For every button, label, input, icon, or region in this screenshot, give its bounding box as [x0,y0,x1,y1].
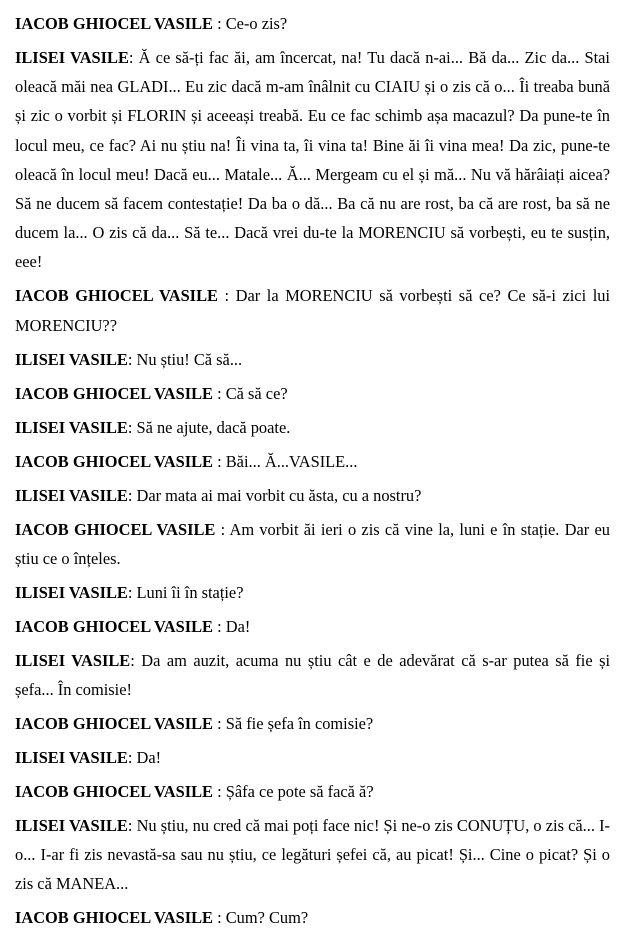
speaker-name: IACOB GHIOCEL VASILE [15,519,216,539]
transcript-entry [15,777,610,806]
transcript-entry [15,481,610,510]
utterance-text: Cum? Cum? [225,908,309,928]
speaker-separator: : [212,908,226,928]
utterance-text: Da! [136,748,162,768]
transcript-entry [15,281,610,339]
utterance-text: Am vorbit ăi ieri o zis că vine la, luni e în stație. Dar eu știu ce o înțeles. [15,519,610,568]
speaker-separator: : [217,286,236,306]
transcript-entry [15,9,610,38]
transcript-entry [15,43,610,277]
speaker-name: IACOB GHIOCEL VASILE [15,782,213,802]
speaker-separator: : [130,650,142,670]
speaker-name: IACOB GHIOCEL VASILE [15,383,213,403]
transcript-entry [15,612,610,641]
speaker-separator: : [212,616,226,636]
speaker-name: ILISEI VASILE [15,349,128,369]
speaker-separator: : [127,349,137,369]
utterance-text: Ă ce să-ți fac ăi, am încercat, na! Tu dacă n-ai... Bă da... Zic da... Stai oleacă măi nea GLADI... Eu zic dacă m-am înâlnit cu CIAIU și o zis că o... Îi treaba bună și zic o vorbit și FLORIN și aceeași treabă. Eu ce fac schimb așa macazul? Da pune-te în locul meu, ce fac? Ai nu știu na! Îi vina ta, îi vina ta! Bine ăi îi vina mea! Da zic, pune-te oleacă în locul meu! Dacă eu... Matale... Ă... Mergeam cu el și mă... Nu vă hărâiați aicea? Să ne ducem să facem contestație! Da ba o dă... Ba că nu are rost, ba că are rost, ba să ne ducem la... O zis că da... Să te... Dacă vrei du-te la MORENCIU să vorbești, eu te susțin, eee! [15,48,610,272]
speaker-separator: : [128,48,139,67]
speaker-separator: : [212,451,226,471]
transcript-entry [15,903,610,932]
speaker-separator: : [212,14,226,33]
speaker-name: IACOB GHIOCEL VASILE [15,286,218,306]
speaker-name: IACOB GHIOCEL VASILE [15,714,213,734]
speaker-separator: : [127,582,137,602]
utterance-text: Să ne ajute, dacă poate. [136,417,291,437]
transcript-entry [15,345,610,374]
speaker-separator: : [127,417,137,437]
speaker-separator: : [215,519,230,539]
speaker-name: ILISEI VASILE [15,650,131,670]
speaker-name: ILISEI VASILE [15,816,128,836]
utterance-text: Nu știu, nu cred că mai poți face nic! Și ne-o zis CONUȚU, o zis că... I-o... I-ar fi zis nevastă-sa sau nu știu, ce legături șefei că, au picat! Și... Cine o picat? Și o zis că MANEA... [15,816,610,894]
speaker-name: IACOB GHIOCEL VASILE [15,616,213,636]
utterance-text: Luni îi în stație? [136,582,244,602]
transcript-entry [15,646,610,704]
transcript-entry [15,578,610,607]
transcript-entry [15,709,610,738]
speaker-name: ILISEI VASILE [15,48,129,67]
speaker-name: IACOB GHIOCEL VASILE [15,908,213,928]
transcript-entry [15,379,610,408]
utterance-text: Șâfa ce pote să facă ă? [225,782,374,802]
transcript-entry [15,413,610,442]
speaker-separator: : [127,816,137,836]
speaker-name: ILISEI VASILE [15,748,128,768]
utterance-text: Nu știu! Că să... [136,349,243,369]
transcript-entry [15,743,610,772]
speaker-separator: : [127,748,137,768]
speaker-separator: : [212,714,226,734]
speaker-name: ILISEI VASILE [15,485,128,505]
transcript-entry [15,447,610,476]
speaker-separator: : [212,383,226,403]
utterance-text: Dar mata ai mai vorbit cu ăsta, cu a nostru? [136,485,422,505]
utterance-text: Da am auzit, acuma nu știu cât e de adevărat că s-ar putea să fie și șefa... În comisie! [15,650,611,700]
utterance-text: Da! [225,616,251,636]
utterance-text: Ce-o zis? [225,14,288,33]
speaker-name: ILISEI VASILE [15,582,128,602]
utterance-text: Dar la MORENCIU să vorbești să ce? Ce să-i zici lui MORENCIU?? [15,286,610,335]
utterance-text: Să fie șefa în comisie? [225,714,374,734]
speaker-separator: : [127,485,137,505]
transcript-entry [15,811,610,899]
transcript-entry [15,515,610,573]
speaker-name: IACOB GHIOCEL VASILE [15,451,213,471]
speaker-name: ILISEI VASILE [15,417,128,437]
speaker-name: IACOB GHIOCEL VASILE [15,14,213,33]
utterance-text: Băi... Ă...VASILE... [225,451,358,471]
speaker-separator: : [212,782,226,802]
utterance-text: Că să ce? [225,383,288,403]
